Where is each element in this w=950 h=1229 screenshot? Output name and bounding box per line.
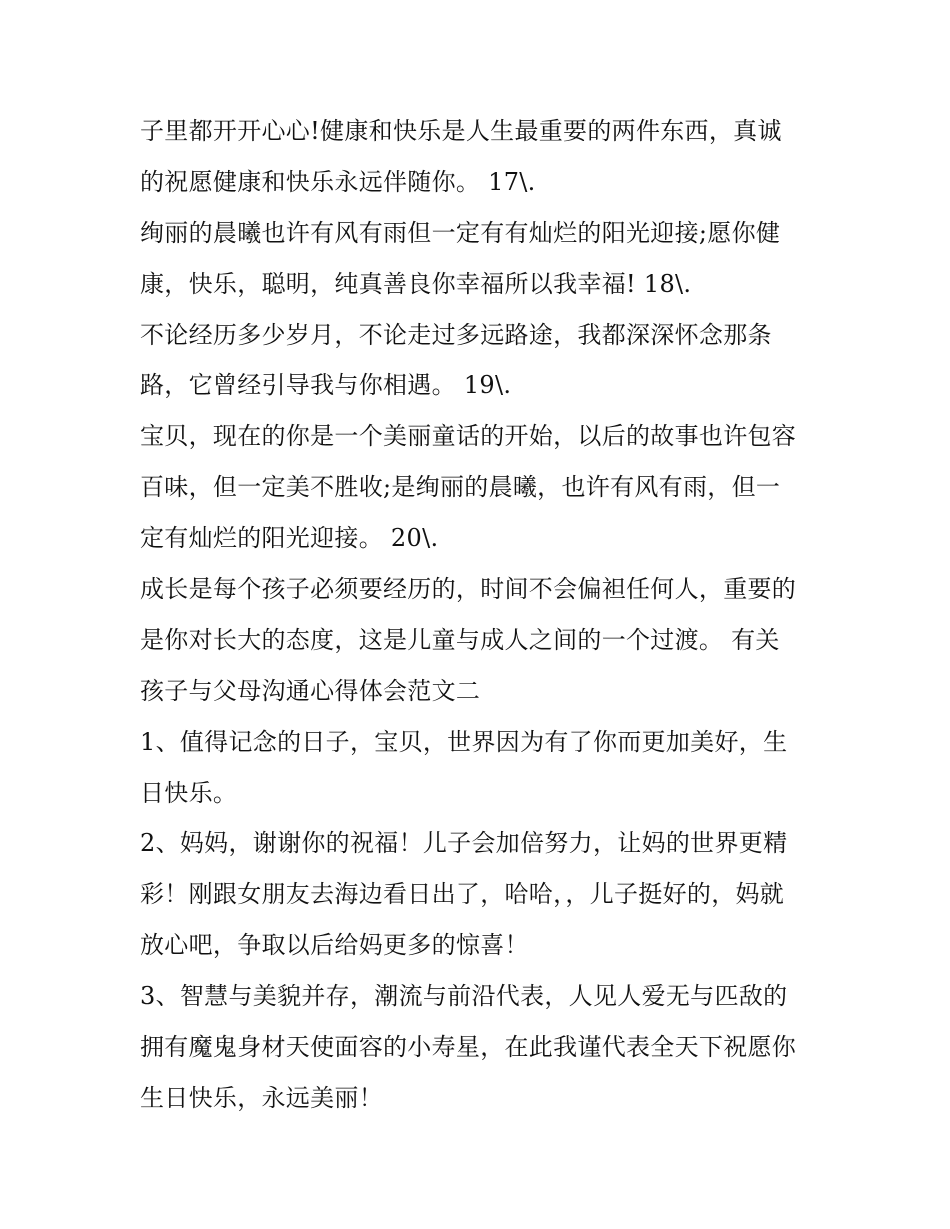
- text-line: 绚丽的晨曦也许有风有雨但一定有有灿烂的阳光迎接;愿你健: [140, 218, 781, 247]
- list-item: 拥有魔鬼身材天使面容的小寿星，在此我谨代表全天下祝愿你: [140, 1033, 797, 1062]
- text-line: 子里都开开心心!健康和快乐是人生最重要的两件东西，真诚: [140, 117, 782, 145]
- text-line: 是你对长大的态度，这是儿童与成人之间的一个过渡。 有关: [140, 625, 780, 654]
- text-line: 成长是每个孩子必须要经历的，时间不会偏袒任何人，重要的: [140, 575, 797, 604]
- list-item: 生日快乐，永远美丽！: [140, 1083, 383, 1112]
- text-line: 的祝愿健康和快乐永远伴随你。 17\.: [140, 167, 536, 196]
- text-line: 宝贝，现在的你是一个美丽童话的开始，以后的故事也许包容: [140, 422, 797, 451]
- list-item: 1、值得记念的日子，宝贝，世界因为有了你而更加美好，生: [140, 727, 788, 756]
- text-line: 康，快乐，聪明，纯真善良你幸福所以我幸福! 18\.: [140, 269, 692, 298]
- text-line: 定有灿烂的阳光迎接。 20\.: [140, 524, 439, 553]
- list-item: 日快乐。: [140, 778, 238, 807]
- list-item: 3、智慧与美貌并存，潮流与前沿代表，人见人爱无与匹敌的: [140, 982, 788, 1011]
- list-item: 放心吧，争取以后给妈更多的惊喜！: [140, 931, 529, 960]
- list-item: 2、妈妈，谢谢你的祝福！儿子会加倍努力，让妈的世界更精: [140, 829, 788, 858]
- text-line: 路，它曾经引导我与你相遇。 19\.: [140, 371, 512, 400]
- text-line: 百味，但一定美不胜收;是绚丽的晨曦，也许有风有雨，但一: [140, 473, 781, 502]
- section-heading: 孩子与父母沟通心得体会范文二: [140, 676, 481, 705]
- document-body: [140, 106, 830, 1124]
- text-line: 不论经历多少岁月，不论走过多远路途，我都深深怀念那条: [140, 320, 772, 349]
- list-item: 彩！刚跟女朋友去海边看日出了，哈哈，，儿子挺好的，妈就: [140, 880, 785, 909]
